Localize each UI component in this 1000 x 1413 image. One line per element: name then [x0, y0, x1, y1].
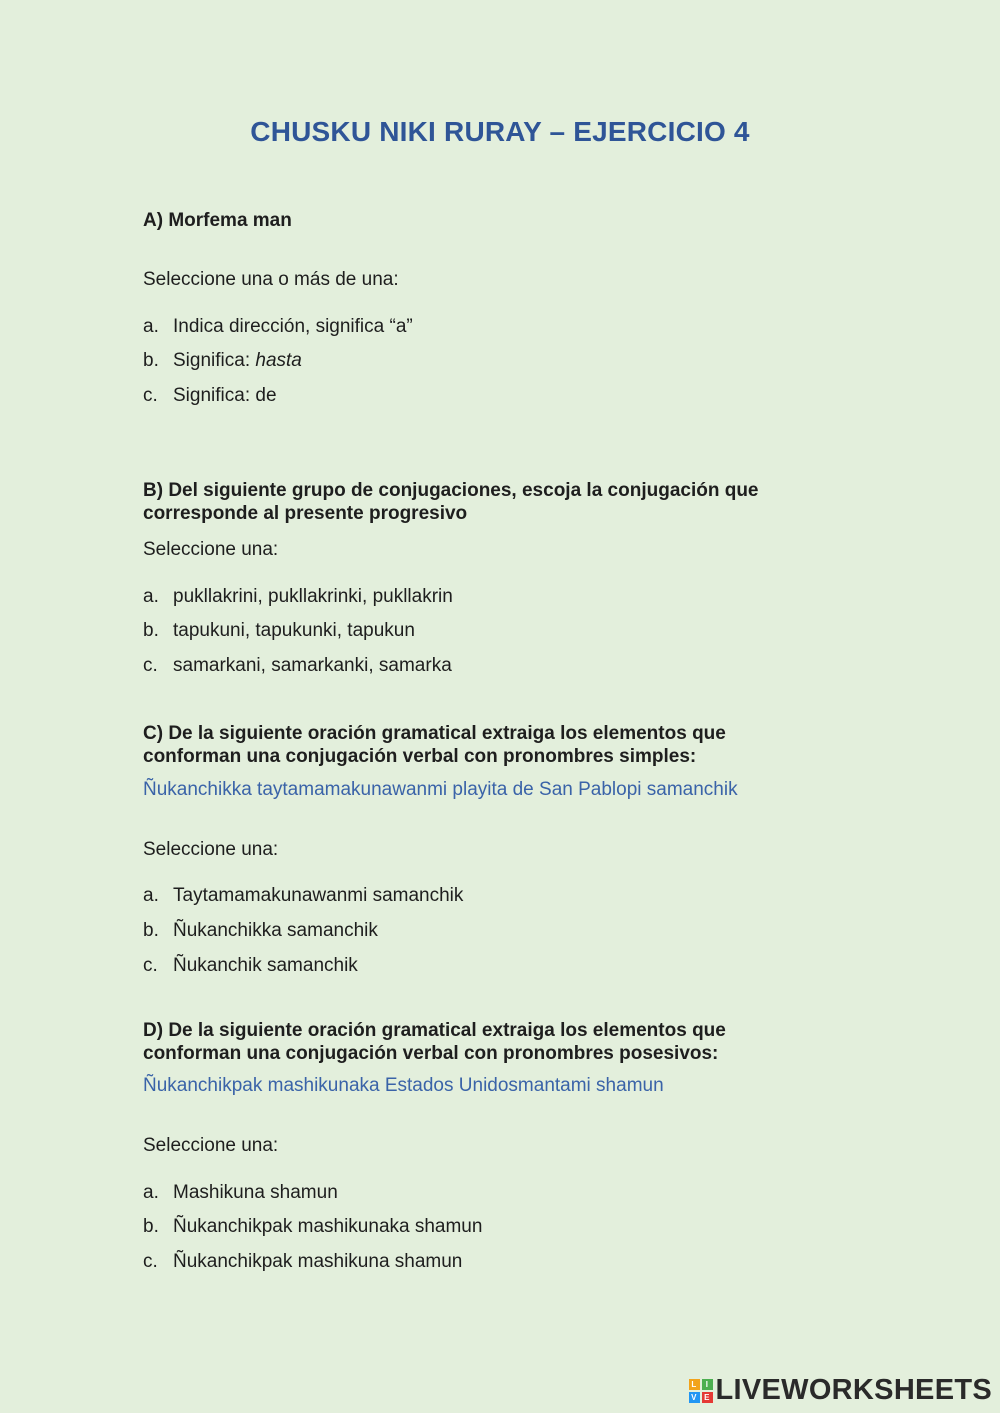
section-c-sentence: Ñukanchikka taytamamakunawanmi playita de San Pablopi samanchik	[143, 779, 738, 800]
option-letter: a.	[143, 316, 159, 337]
logo-text: LIVEWORKSHEETS	[715, 1374, 992, 1406]
option-letter: a.	[143, 586, 159, 607]
section-b-prompt: Seleccione una:	[143, 539, 279, 560]
section-b-option-b[interactable]	[143, 620, 415, 642]
logo-mark-tile: V	[689, 1392, 700, 1403]
option-letter: a.	[143, 1182, 159, 1203]
option-letter: b.	[143, 920, 159, 941]
option-text: Ñukanchikka samanchik	[173, 920, 378, 941]
section-b-option-c[interactable]	[143, 655, 452, 677]
section-a-option-c[interactable]	[143, 385, 277, 407]
option-letter: b.	[143, 620, 159, 641]
option-text: Taytamamakunawanmi samanchik	[173, 885, 464, 906]
option-text: Mashikuna shamun	[173, 1182, 338, 1203]
logo-mark-tile: L	[689, 1379, 700, 1390]
option-letter: a.	[143, 885, 159, 906]
liveworksheets-logo-icon	[689, 1379, 713, 1403]
option-text	[173, 350, 302, 372]
section-a-heading: A) Morfema man	[143, 210, 292, 231]
option-text: tapukuni, tapukunki, tapukun	[173, 620, 415, 641]
option-text: Indica dirección, significa “a”	[173, 316, 413, 337]
section-d-sentence: Ñukanchikpak mashikunaka Estados Unidosmantami shamun	[143, 1075, 664, 1096]
section-d-option-c[interactable]	[143, 1251, 462, 1273]
option-text: pukllakrini, pukllakrinki, pukllakrin	[173, 586, 453, 607]
section-d-option-a[interactable]	[143, 1182, 338, 1204]
option-letter: c.	[143, 385, 158, 406]
option-text-prefix: Significa:	[173, 350, 256, 371]
section-c-option-b[interactable]	[143, 920, 378, 942]
section-a-option-a[interactable]	[143, 316, 413, 338]
option-text: samarkani, samarkanki, samarka	[173, 655, 452, 676]
logo-mark-tile: E	[702, 1392, 713, 1403]
option-text: Ñukanchik samanchik	[173, 955, 358, 976]
section-b-option-a[interactable]	[143, 586, 453, 608]
option-letter: c.	[143, 955, 158, 976]
section-d-heading: D) De la siguiente oración gramatical extraiga los elementos que conforman una conjugación verbal con pronombres posesivos:	[143, 1020, 726, 1064]
section-d-prompt: Seleccione una:	[143, 1135, 279, 1156]
option-text: Ñukanchikpak mashikuna shamun	[173, 1251, 463, 1272]
section-c-heading: C) De la siguiente oración gramatical extraiga los elementos que conforman una conjugación verbal con pronombres simples:	[143, 723, 726, 767]
section-c-prompt: Seleccione una:	[143, 839, 279, 860]
section-b-heading: B) Del siguiente grupo de conjugaciones, escoja la conjugación que corresponde al presente progresivo	[143, 480, 759, 524]
option-text: Ñukanchikpak mashikunaka shamun	[173, 1216, 483, 1237]
section-a-option-b[interactable]	[143, 350, 302, 372]
option-letter: b.	[143, 1216, 159, 1237]
option-letter: c.	[143, 1251, 158, 1272]
option-text: Significa: de	[173, 385, 277, 406]
liveworksheets-logo[interactable]	[689, 1374, 993, 1407]
logo-mark-tile: I	[702, 1379, 713, 1390]
section-a-prompt: Seleccione una o más de una:	[143, 269, 399, 290]
page-title: CHUSKU NIKI RURAY – EJERCICIO 4	[250, 116, 750, 147]
option-letter: b.	[143, 350, 159, 371]
option-letter: c.	[143, 655, 158, 676]
section-d-option-b[interactable]	[143, 1216, 482, 1238]
option-text-italic: hasta	[255, 350, 302, 371]
section-c-option-c[interactable]	[143, 955, 358, 977]
section-c-option-a[interactable]	[143, 885, 463, 907]
